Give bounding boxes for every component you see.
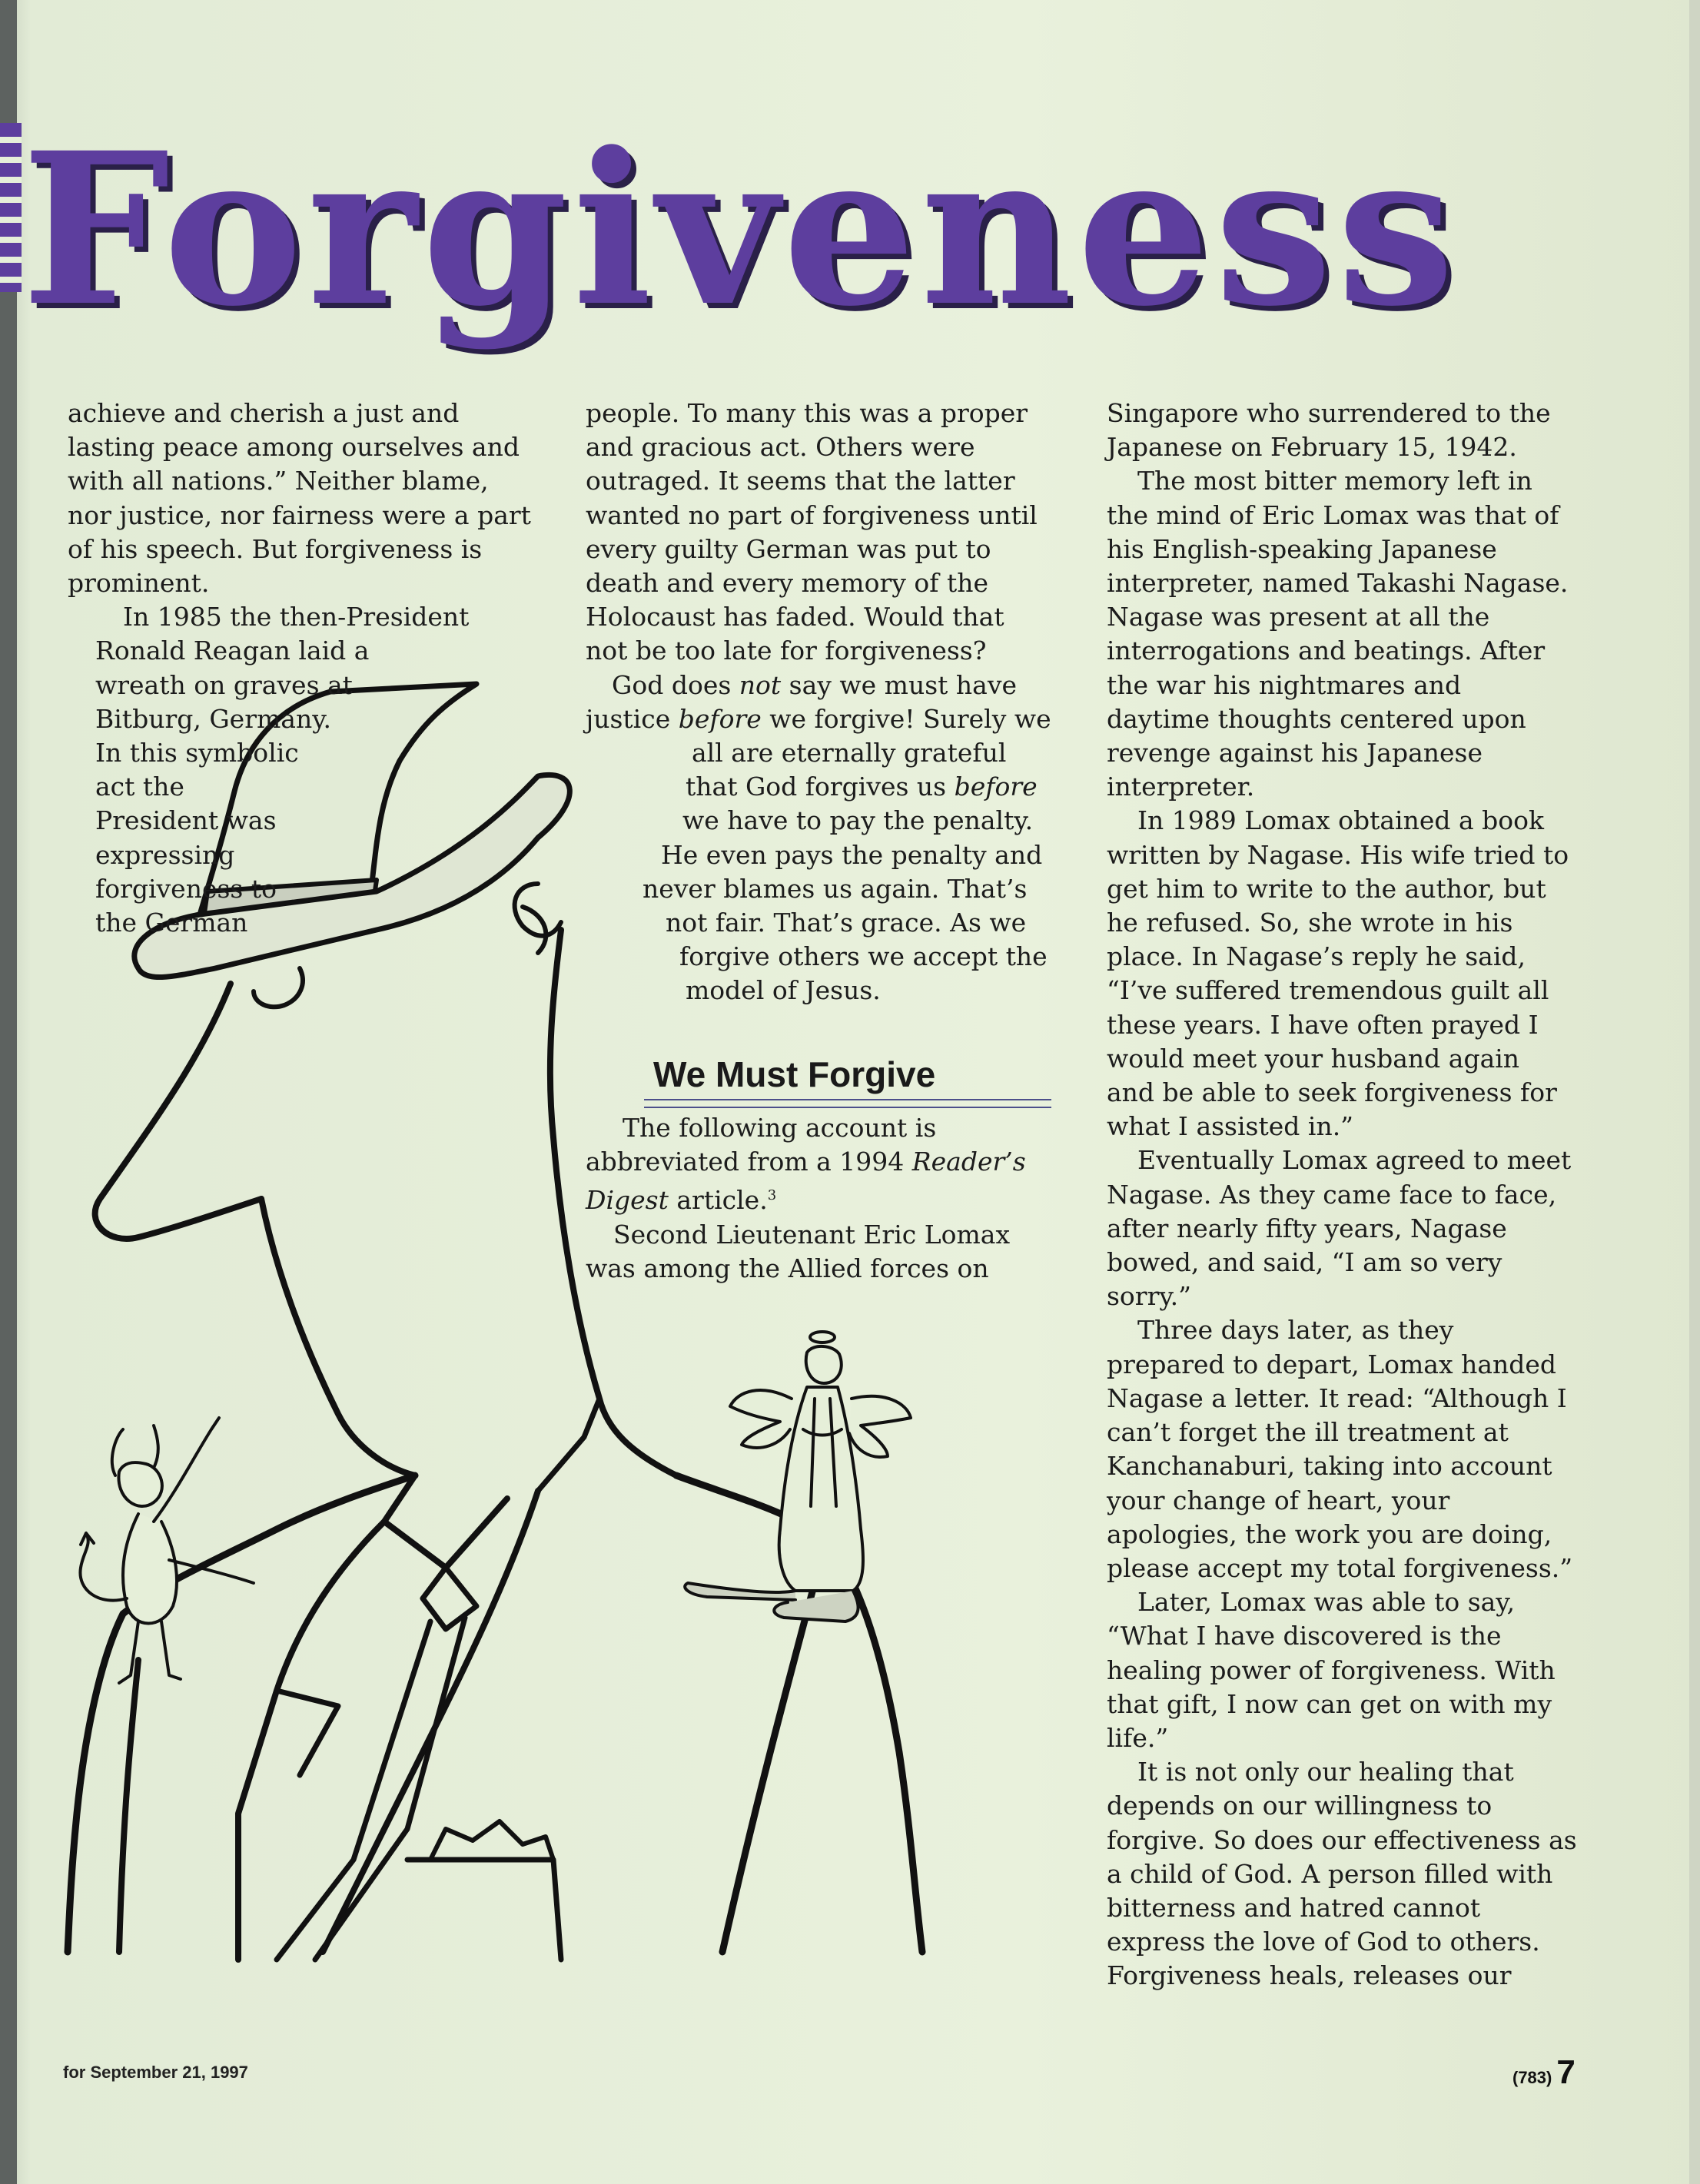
text-line: “What I have discovered is the (1107, 1621, 1502, 1651)
text-line: forgive others we accept the (679, 941, 1048, 972)
text-column-2 (586, 397, 1051, 1008)
paragraph (1107, 804, 1599, 1143)
text-line: wreath on graves at (95, 669, 353, 700)
text-line: the German (95, 908, 248, 938)
text-line: model of Jesus. (686, 975, 881, 1006)
text-line: the mind of Eric Lomax was that of (1107, 500, 1559, 530)
headline-left-bar (0, 123, 22, 292)
text-line: act the (95, 772, 184, 802)
text-column-2-lower (586, 1111, 1077, 1286)
text-line: express the love of God to others. (1107, 1927, 1540, 1957)
text-line: apologies, the work you are doing, (1107, 1519, 1552, 1549)
text-line: wanted no part of forgiveness until (586, 500, 1038, 530)
text-line: Kanchanaburi, taking into account (1107, 1451, 1552, 1482)
text-line: death and every memory of the (586, 568, 988, 599)
issue-date: for September 21, 1997 (63, 2063, 248, 2082)
text-line: healing power of forgiveness. With (1107, 1655, 1556, 1685)
paragraph (586, 669, 1051, 1008)
text-line: forgive. So does our effectiveness as (1107, 1824, 1577, 1855)
text-line: prepared to depart, Lomax handed (1107, 1349, 1557, 1379)
page-number: 7 (1556, 2053, 1575, 2091)
text-line: achieve and cherish a just and (68, 398, 460, 428)
text-line: written by Nagase. His wife tried to (1107, 839, 1569, 870)
text-line: Eventually Lomax agreed to meet (1137, 1145, 1572, 1176)
text-line: Bitburg, Germany. (95, 703, 331, 734)
text-line: depends on our willingness to (1107, 1791, 1492, 1821)
text-column-1 (68, 397, 529, 940)
text-line: lasting peace among ourselves and (68, 432, 520, 463)
text-line: people. To many this was a proper (586, 398, 1028, 428)
text-line: “I’ve suffered tremendous guilt all (1107, 975, 1549, 1006)
text-line: never blames us again. That’s (642, 873, 1028, 904)
text-line: Japanese on February 15, 1942. (1107, 432, 1517, 463)
text-line: of his speech. But forgiveness is (68, 533, 483, 564)
text-line: was among the Allied forces on (586, 1253, 989, 1283)
text-line: what I assisted in.” (1107, 1111, 1354, 1142)
paragraph (586, 1218, 1077, 1286)
issue-number: (783) (1512, 2068, 1552, 2087)
text-line: would meet your husband again (1107, 1043, 1520, 1074)
text-line: The most bitter memory left in (1137, 466, 1532, 496)
text-line: please accept my total forgiveness.” (1107, 1552, 1573, 1583)
text-line: Digest article.$^3$ (586, 1185, 777, 1216)
text-line: prominent. (68, 568, 210, 599)
text-line: Ronald Reagan laid a (95, 636, 370, 666)
text-line: Three days later, as they (1137, 1315, 1454, 1346)
text-line: expressing (95, 839, 235, 870)
text-line: Nagase a letter. It read: “Although I (1107, 1382, 1567, 1413)
paragraph (1107, 1585, 1599, 1755)
paragraph (586, 397, 1047, 669)
text-line: after nearly fifty years, Nagase (1107, 1213, 1507, 1243)
text-line: Singapore who surrendered to the (1107, 398, 1551, 428)
text-line: with all nations.” Neither blame, (68, 466, 489, 496)
text-line: It is not only our healing that (1137, 1757, 1514, 1787)
text-line: revenge against his Japanese (1107, 738, 1483, 768)
paragraph (1107, 397, 1599, 464)
text-line: In 1985 the then-President (123, 602, 470, 632)
paragraph (68, 600, 529, 940)
binding-edge (0, 0, 17, 2184)
heading-rule (644, 1099, 1051, 1108)
text-line: Nagase. As they came face to face, (1107, 1179, 1557, 1210)
text-line: the war his nightmares and (1107, 669, 1462, 700)
text-line: interpreter. (1107, 772, 1255, 802)
text-line: bitterness and hatred cannot (1107, 1892, 1481, 1923)
paragraph (1107, 1143, 1599, 1313)
text-line: justice before we forgive! Surely we (586, 703, 1051, 734)
text-line: interpreter, named Takashi Nagase. (1107, 568, 1569, 599)
text-line: can’t forget the ill treatment at (1107, 1417, 1509, 1448)
text-line: The following account is (623, 1113, 937, 1143)
text-line: Forgiveness heals, releases our (1107, 1960, 1512, 1991)
text-line: that God forgives us before (686, 772, 1038, 802)
text-line: God does not say we must have (612, 669, 1018, 700)
angel-figure (685, 1332, 911, 1621)
paragraph (1107, 1755, 1599, 1993)
text-line: President was (95, 805, 277, 836)
text-line: and be able to seek forgiveness for (1107, 1077, 1557, 1108)
text-line: Holocaust has faded. Would that (586, 602, 1004, 632)
text-line: Nagase was present at all the (1107, 602, 1490, 632)
text-line: place. In Nagase’s reply he said, (1107, 941, 1526, 972)
text-column-3 (1107, 397, 1599, 1993)
paragraph (68, 397, 529, 600)
text-line: In 1989 Lomax obtained a book (1137, 805, 1544, 836)
paragraph (1107, 1313, 1599, 1585)
paragraph (586, 1111, 1077, 1218)
text-line: a child of God. A person filled with (1107, 1858, 1553, 1889)
text-line: these years. I have often prayed I (1107, 1009, 1539, 1040)
text-line: every guilty German was put to (586, 533, 991, 564)
text-line: life.” (1107, 1722, 1169, 1753)
text-line: In this symbolic (95, 738, 299, 768)
section-heading: We Must Forgive (653, 1054, 936, 1094)
text-line: we have to pay the penalty. (682, 805, 1034, 836)
text-line: not be too late for forgiveness? (586, 636, 987, 666)
text-line: not fair. That’s grace. As we (666, 908, 1027, 938)
text-line: sorry.” (1107, 1281, 1191, 1312)
text-line: forgiveness to (95, 873, 277, 904)
text-line: and gracious act. Others were (586, 432, 975, 463)
text-line: he refused. So, she wrote in his (1107, 908, 1513, 938)
paragraph (1107, 464, 1599, 804)
page-folio (1512, 2053, 1575, 2092)
text-line: bowed, and said, “I am so very (1107, 1247, 1502, 1278)
text-line: nor justice, nor fairness were a part (68, 500, 531, 530)
text-line: He even pays the penalty and (661, 839, 1043, 870)
text-line: outraged. It seems that the latter (586, 466, 1015, 496)
text-line: abbreviated from a 1994 Reader’s (586, 1147, 1026, 1177)
text-line: Second Lieutenant Eric Lomax (613, 1219, 1011, 1250)
text-line: that gift, I now can get on with my (1107, 1688, 1552, 1719)
page-edge (1689, 0, 1700, 2184)
text-line: your change of heart, your (1107, 1485, 1450, 1515)
text-line: daytime thoughts centered upon (1107, 703, 1526, 734)
text-line: all are eternally grateful (692, 738, 1007, 768)
text-line: Later, Lomax was able to say, (1137, 1587, 1516, 1618)
text-line: get him to write to the author, but (1107, 873, 1546, 904)
text-line: interrogations and beatings. After (1107, 636, 1546, 666)
text-line: his English-speaking Japanese (1107, 533, 1497, 564)
headline: Forgiveness (22, 108, 1459, 353)
